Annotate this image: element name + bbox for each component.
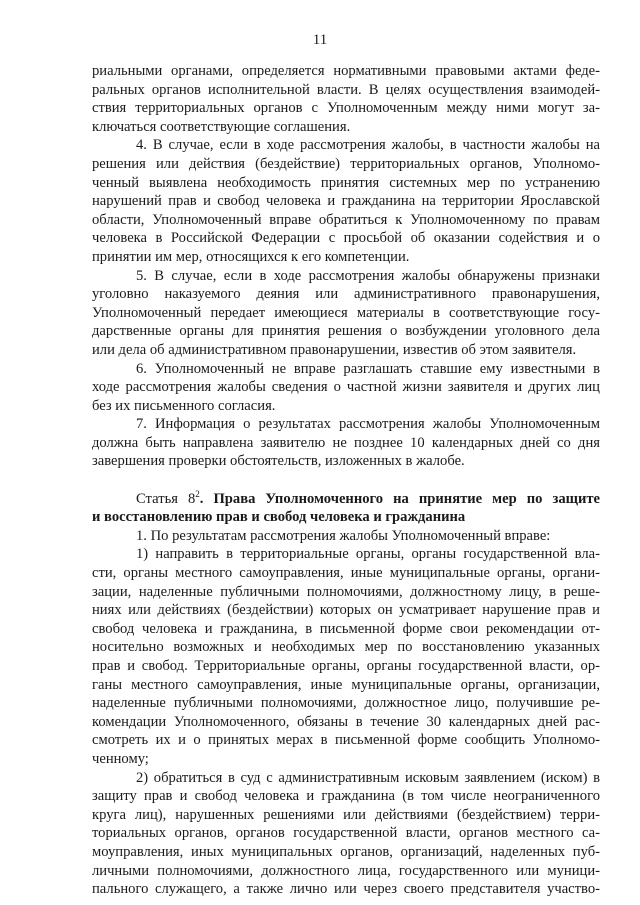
text-line: носительно возможных и необходимых мер по восстановлению указанных [92, 639, 600, 656]
text-line: наделенные публичными полномочиями, должностное лицо, получившие ре- [92, 695, 600, 712]
text-line: нарушений прав и свобод человека и гражданина на территории Ярославской [92, 193, 600, 210]
text-line: моуправления, иных муниципальных органов, организаций, наделенных пуб- [92, 843, 600, 860]
text-line: завершения проверки обстоятельств, изложенных в жалобе. [92, 453, 465, 470]
paragraph [92, 527, 600, 546]
text-line: смотреть их и о принятых мерах в письменной форме сообщить Уполномо- [92, 732, 600, 749]
text-line: ториальных органов, органов государственной власти, органов местного са- [92, 825, 600, 842]
text-line: сти, органы местного самоуправления, иные муниципальные органы, органи- [92, 565, 600, 582]
text-line: уголовно наказуемого деяния или административного правонарушения, [92, 286, 600, 303]
text-line: должна быть направлена заявителю не позднее 10 календарных дней со дня [92, 434, 600, 451]
text-line: 7. Информация о результатах рассмотрения жалобы Уполномоченным [136, 416, 600, 433]
paragraph [92, 545, 600, 768]
text-line: пального служащего, а также лично или через своего представителя участво- [92, 881, 600, 898]
text-line: ганы местного самоуправления, иные муниципальные органы, организации, [92, 676, 600, 693]
text-line: человека в Российской Федерации с просьбой об оказании содействия и о [92, 230, 600, 247]
text-line: Уполномоченный передает имеющиеся материалы в соответствующие госу- [92, 304, 600, 321]
text-line: защиту прав и свобод человека и гражданина (в том числе неограниченного [92, 788, 600, 805]
text-line: личными полномочиями, должностного лица, государственного или муници- [92, 862, 600, 879]
text-line: 1) направить в территориальные органы, органы государственной вла- [136, 546, 600, 563]
article-paragraphs [92, 527, 600, 899]
paragraph [92, 62, 600, 136]
text-line: 1. По результатам рассмотрения жалобы Уполномоченный вправе: [136, 527, 551, 544]
paragraph [92, 136, 600, 266]
document-body [92, 62, 600, 899]
text-line: ниях или действиях (бездействии) которых он усматривает нарушение прав и [92, 602, 600, 619]
text-line: ченному; [92, 750, 149, 767]
article-title-part-1: . Права Уполномоченного на принятие мер по защите [199, 490, 600, 507]
text-line: принятии им мер, относящихся к его компетенции. [92, 248, 410, 265]
section-gap [92, 471, 600, 490]
article-number: Статья 8 [136, 490, 196, 507]
text-line: круга лиц), нарушенных решениями или действиями (бездействием) терри- [92, 806, 600, 823]
text-line: 5. В случае, если в ходе рассмотрения жалобы обнаружены признаки [136, 267, 600, 284]
text-line: ствия территориальных органов с Уполномоченным между ними могут за- [92, 100, 600, 117]
article-heading [92, 490, 600, 527]
text-line: дарственные органы для принятия решения о возбуждении уголовного дела [92, 323, 600, 340]
text-line: без их письменного согласия. [92, 397, 276, 414]
paragraph [92, 360, 600, 416]
text-line: 4. В случае, если в ходе рассмотрения жалобы, в частности жалобы на [136, 137, 600, 154]
text-line: риальными органами, определяется нормативными правовыми актами феде- [92, 63, 600, 79]
text-line: области, Уполномоченный вправе обратиться к Уполномоченному по правам [92, 211, 600, 228]
text-line: 6. Уполномоченный не вправе разглашать ставшие ему известными в [136, 360, 600, 377]
text-line: ключаться соответствующие соглашения. [92, 118, 351, 135]
paragraph [92, 769, 600, 899]
paragraph [92, 267, 600, 360]
article-heading-line-1 [92, 490, 600, 509]
text-line: ральных органов исполнительной власти. В целях осуществления взаимодей- [92, 81, 600, 98]
text-line: или дела об административном правонарушении, известив об этом заявителя. [92, 341, 577, 358]
text-line: прав и свобод. Территориальные органы, органы государственной власти, ор- [92, 658, 600, 674]
text-line: свобод человека и гражданина, в письменной форме свои рекомендации от- [92, 620, 600, 637]
text-line: 2) обратиться в суд с административным исковым заявлением (иском) в [136, 769, 600, 786]
text-line: ченный выявлена необходимость принятия системных мер по устранению [92, 174, 600, 191]
article-heading-line-2: и восстановлению прав и свобод человека и гражданина [92, 509, 466, 526]
text-line: ходе рассмотрения жалобы сведения о частной жизни заявителя и других лиц [92, 379, 600, 396]
paragraph [92, 415, 600, 471]
text-line: комендации Уполномоченного, обязаны в течение 30 календарных дней рас- [92, 713, 600, 730]
page-number: 11 [312, 32, 328, 48]
paragraphs-top [92, 62, 600, 471]
article-number-sup: 2 [195, 488, 200, 499]
text-line: решения или действия (бездействие) территориальных органов, Уполномо- [92, 155, 600, 172]
text-line: зации, наделенные публичными полномочиями, должностному лицу, в реше- [92, 583, 600, 600]
